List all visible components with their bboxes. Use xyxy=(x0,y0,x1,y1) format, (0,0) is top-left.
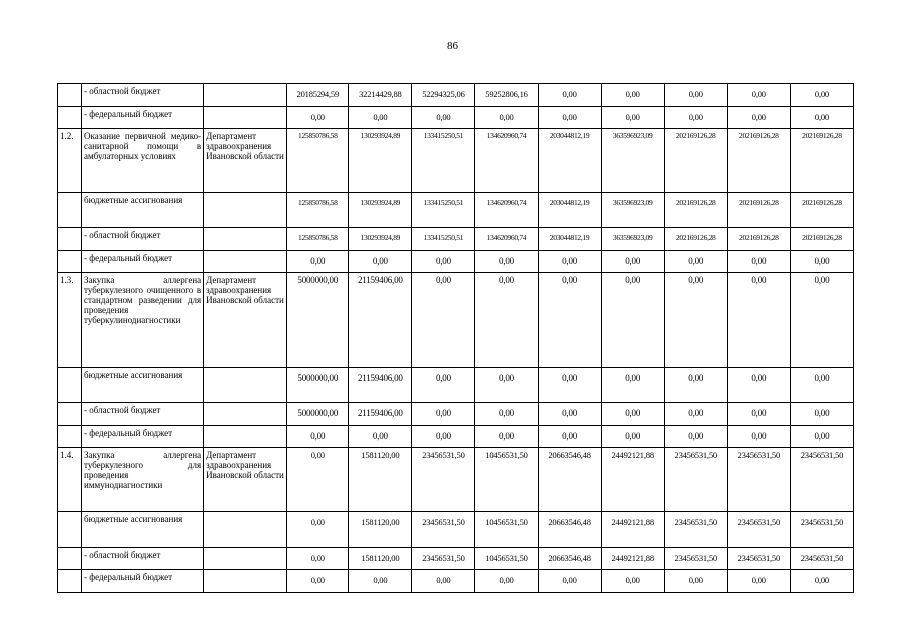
value-cell: 23456531,50 xyxy=(664,547,727,570)
value-cell: 0,00 xyxy=(664,273,727,367)
value-cell: 133415250,51 xyxy=(412,129,475,192)
value-cell: 20663546,48 xyxy=(538,547,601,570)
value-cell: 0,00 xyxy=(601,570,664,593)
row-name-cell: - федеральный бюджет xyxy=(82,425,204,448)
value-cell: 21159406,00 xyxy=(349,403,412,426)
value-cell: 0,00 xyxy=(538,367,601,403)
table-row xyxy=(58,106,854,129)
value-cell: 10456531,50 xyxy=(475,547,538,570)
row-number-cell xyxy=(58,570,82,593)
value-cell: 0,00 xyxy=(601,106,664,129)
row-number-cell xyxy=(58,250,82,273)
table-row xyxy=(58,547,854,570)
value-cell: 0,00 xyxy=(475,425,538,448)
row-number-cell xyxy=(58,106,82,129)
row-number-cell: 1.2. xyxy=(58,129,82,192)
value-cell: 0,00 xyxy=(790,425,853,448)
row-name-cell: Закупка аллергена туберкулезного для проведения иммунодиагностики xyxy=(82,448,204,511)
value-cell: 5000000,00 xyxy=(287,273,349,367)
table-row xyxy=(58,425,854,448)
value-cell: 0,00 xyxy=(727,84,790,107)
executor-cell xyxy=(204,250,287,273)
value-cell: 0,00 xyxy=(475,367,538,403)
value-cell: 203044812,19 xyxy=(538,192,601,228)
value-cell: 125850786,58 xyxy=(287,129,349,192)
value-cell: 202169126,28 xyxy=(727,192,790,228)
value-cell: 23456531,50 xyxy=(412,511,475,547)
value-cell: 134620960,74 xyxy=(475,192,538,228)
row-number-cell xyxy=(58,84,82,107)
table-row xyxy=(58,228,854,251)
value-cell: 0,00 xyxy=(790,84,853,107)
value-cell: 23456531,50 xyxy=(727,511,790,547)
value-cell: 21159406,00 xyxy=(349,367,412,403)
value-cell: 1581120,00 xyxy=(349,511,412,547)
value-cell: 0,00 xyxy=(287,511,349,547)
value-cell: 0,00 xyxy=(412,570,475,593)
value-cell: 0,00 xyxy=(727,106,790,129)
row-number-cell: 1.3. xyxy=(58,273,82,367)
row-number-cell xyxy=(58,367,82,403)
value-cell: 0,00 xyxy=(664,403,727,426)
table-row xyxy=(58,250,854,273)
value-cell: 0,00 xyxy=(601,425,664,448)
value-cell: 0,00 xyxy=(664,367,727,403)
value-cell: 0,00 xyxy=(349,250,412,273)
table-row xyxy=(58,273,854,367)
table-row xyxy=(58,403,854,426)
value-cell: 130293924,89 xyxy=(349,228,412,251)
value-cell: 23456531,50 xyxy=(727,547,790,570)
row-name-cell: - федеральный бюджет xyxy=(82,250,204,273)
value-cell: 0,00 xyxy=(601,84,664,107)
value-cell: 32214429,88 xyxy=(349,84,412,107)
value-cell: 23456531,50 xyxy=(790,547,853,570)
value-cell: 0,00 xyxy=(664,84,727,107)
value-cell: 202169126,28 xyxy=(664,192,727,228)
value-cell: 23456531,50 xyxy=(790,448,853,511)
row-name-cell: бюджетные ассигнования xyxy=(82,511,204,547)
row-number-cell xyxy=(58,547,82,570)
value-cell: 0,00 xyxy=(287,570,349,593)
value-cell: 202169126,28 xyxy=(664,228,727,251)
value-cell: 203044812,19 xyxy=(538,129,601,192)
value-cell: 0,00 xyxy=(601,367,664,403)
value-cell: 202169126,28 xyxy=(664,129,727,192)
row-name-cell: - областной бюджет xyxy=(82,403,204,426)
value-cell: 0,00 xyxy=(349,425,412,448)
value-cell: 0,00 xyxy=(538,570,601,593)
value-cell: 23456531,50 xyxy=(412,547,475,570)
row-name-cell: Закупка аллергена туберкулезного очищенного в стандартном разведении для проведения туберкулинодиагностики xyxy=(82,273,204,367)
value-cell: 363596923,09 xyxy=(601,129,664,192)
value-cell: 20663546,48 xyxy=(538,448,601,511)
value-cell: 0,00 xyxy=(538,84,601,107)
value-cell: 0,00 xyxy=(601,273,664,367)
value-cell: 1581120,00 xyxy=(349,448,412,511)
value-cell: 0,00 xyxy=(412,425,475,448)
table-row xyxy=(58,448,854,511)
value-cell: 24492121,88 xyxy=(601,448,664,511)
executor-cell xyxy=(204,192,287,228)
value-cell: 0,00 xyxy=(412,403,475,426)
value-cell: 0,00 xyxy=(790,106,853,129)
value-cell: 0,00 xyxy=(538,106,601,129)
value-cell: 0,00 xyxy=(790,273,853,367)
value-cell: 0,00 xyxy=(538,425,601,448)
value-cell: 134620960,74 xyxy=(475,228,538,251)
value-cell: 24492121,88 xyxy=(601,511,664,547)
value-cell: 0,00 xyxy=(601,403,664,426)
value-cell: 125850786,58 xyxy=(287,192,349,228)
row-number-cell xyxy=(58,228,82,251)
value-cell: 0,00 xyxy=(727,425,790,448)
executor-cell xyxy=(204,511,287,547)
page-number: 86 xyxy=(447,40,458,52)
value-cell: 23456531,50 xyxy=(664,448,727,511)
executor-cell xyxy=(204,570,287,593)
value-cell: 20185294,59 xyxy=(287,84,349,107)
value-cell: 0,00 xyxy=(475,570,538,593)
row-number-cell xyxy=(58,511,82,547)
table-body xyxy=(58,84,854,593)
value-cell: 0,00 xyxy=(287,448,349,511)
value-cell: 24492121,88 xyxy=(601,547,664,570)
executor-cell: Департамент здравоохранения Ивановской области xyxy=(204,129,287,192)
value-cell: 0,00 xyxy=(727,273,790,367)
executor-cell xyxy=(204,367,287,403)
budget-table xyxy=(57,83,854,593)
value-cell: 5000000,00 xyxy=(287,367,349,403)
row-name-cell: - областной бюджет xyxy=(82,228,204,251)
value-cell: 0,00 xyxy=(287,250,349,273)
table-row xyxy=(58,570,854,593)
executor-cell xyxy=(204,106,287,129)
executor-cell xyxy=(204,425,287,448)
executor-cell: Департамент здравоохранения Ивановской области xyxy=(204,273,287,367)
table-row xyxy=(58,129,854,192)
value-cell: 0,00 xyxy=(412,367,475,403)
value-cell: 0,00 xyxy=(790,570,853,593)
row-name-cell: - областной бюджет xyxy=(82,84,204,107)
value-cell: 202169126,28 xyxy=(790,129,853,192)
value-cell: 23456531,50 xyxy=(664,511,727,547)
value-cell: 202169126,28 xyxy=(790,228,853,251)
table-row xyxy=(58,84,854,107)
value-cell: 0,00 xyxy=(727,367,790,403)
row-name-cell: - федеральный бюджет xyxy=(82,570,204,593)
value-cell: 202169126,28 xyxy=(790,192,853,228)
value-cell: 0,00 xyxy=(412,250,475,273)
value-cell: 0,00 xyxy=(475,273,538,367)
value-cell: 134620960,74 xyxy=(475,129,538,192)
row-name-cell: Оказание первичной медико-санитарной помощи в амбулаторных условиях xyxy=(82,129,204,192)
value-cell: 0,00 xyxy=(664,425,727,448)
table-row xyxy=(58,511,854,547)
value-cell: 0,00 xyxy=(412,106,475,129)
value-cell: 0,00 xyxy=(601,250,664,273)
value-cell: 52294325,06 xyxy=(412,84,475,107)
value-cell: 10456531,50 xyxy=(475,511,538,547)
executor-cell xyxy=(204,403,287,426)
executor-cell xyxy=(204,547,287,570)
value-cell: 0,00 xyxy=(727,250,790,273)
value-cell: 0,00 xyxy=(790,250,853,273)
value-cell: 133415250,51 xyxy=(412,192,475,228)
value-cell: 59252806,16 xyxy=(475,84,538,107)
row-name-cell: - областной бюджет xyxy=(82,547,204,570)
value-cell: 23456531,50 xyxy=(790,511,853,547)
value-cell: 133415250,51 xyxy=(412,228,475,251)
executor-cell xyxy=(204,228,287,251)
value-cell: 203044812,19 xyxy=(538,228,601,251)
value-cell: 20663546,48 xyxy=(538,511,601,547)
row-name-cell: бюджетные ассигнования xyxy=(82,192,204,228)
value-cell: 202169126,28 xyxy=(727,129,790,192)
value-cell: 363596923,09 xyxy=(601,192,664,228)
value-cell: 0,00 xyxy=(664,106,727,129)
value-cell: 0,00 xyxy=(412,273,475,367)
value-cell: 23456531,50 xyxy=(727,448,790,511)
value-cell: 363596923,09 xyxy=(601,228,664,251)
value-cell: 130293924,89 xyxy=(349,129,412,192)
value-cell: 0,00 xyxy=(538,403,601,426)
value-cell: 0,00 xyxy=(349,570,412,593)
value-cell: 5000000,00 xyxy=(287,403,349,426)
row-number-cell xyxy=(58,192,82,228)
value-cell: 0,00 xyxy=(538,273,601,367)
value-cell: 0,00 xyxy=(790,367,853,403)
row-number-cell: 1.4. xyxy=(58,448,82,511)
value-cell: 0,00 xyxy=(349,106,412,129)
row-number-cell xyxy=(58,425,82,448)
value-cell: 10456531,50 xyxy=(475,448,538,511)
value-cell: 0,00 xyxy=(727,570,790,593)
value-cell: 0,00 xyxy=(727,403,790,426)
value-cell: 0,00 xyxy=(475,250,538,273)
executor-cell xyxy=(204,84,287,107)
value-cell: 0,00 xyxy=(664,570,727,593)
value-cell: 0,00 xyxy=(538,250,601,273)
value-cell: 0,00 xyxy=(475,403,538,426)
row-name-cell: бюджетные ассигнования xyxy=(82,367,204,403)
executor-cell: Департамент здравоохранения Ивановской области xyxy=(204,448,287,511)
row-name-cell: - федеральный бюджет xyxy=(82,106,204,129)
table-row xyxy=(58,192,854,228)
value-cell: 202169126,28 xyxy=(727,228,790,251)
value-cell: 0,00 xyxy=(287,547,349,570)
value-cell: 0,00 xyxy=(287,106,349,129)
value-cell: 130293924,89 xyxy=(349,192,412,228)
value-cell: 125850786,58 xyxy=(287,228,349,251)
value-cell: 0,00 xyxy=(664,250,727,273)
value-cell: 0,00 xyxy=(287,425,349,448)
value-cell: 21159406,00 xyxy=(349,273,412,367)
value-cell: 23456531,50 xyxy=(412,448,475,511)
value-cell: 1581120,00 xyxy=(349,547,412,570)
table-row xyxy=(58,367,854,403)
value-cell: 0,00 xyxy=(475,106,538,129)
value-cell: 0,00 xyxy=(790,403,853,426)
row-number-cell xyxy=(58,403,82,426)
